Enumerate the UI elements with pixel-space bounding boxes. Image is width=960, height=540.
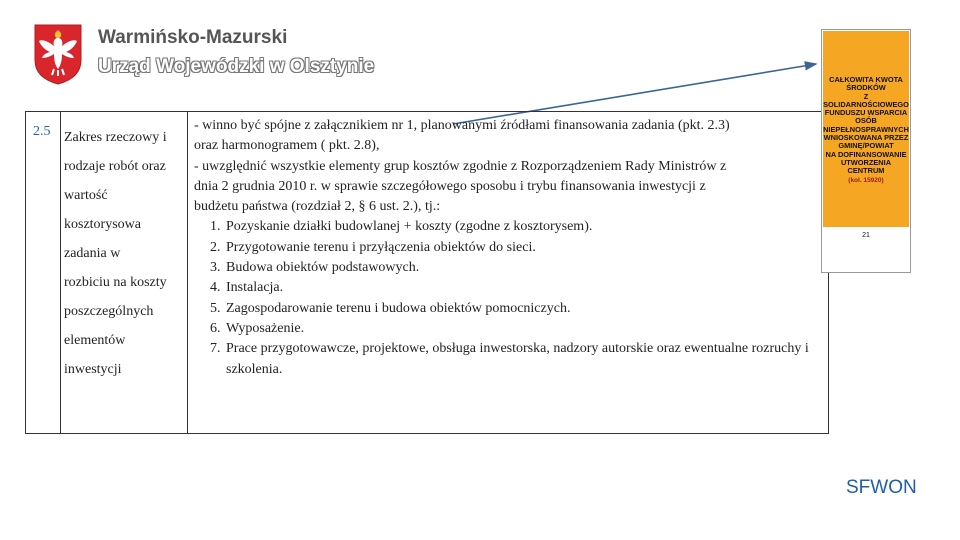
column-divider bbox=[187, 112, 188, 433]
highlighted-field bbox=[823, 31, 909, 227]
field-title bbox=[823, 76, 909, 185]
label-line: rozbiciu na koszty bbox=[64, 275, 167, 290]
description-line: - winno być spójne z załącznikiem nr 1, planowanymi źródłami finansowania zadania (pkt. 2.3) bbox=[194, 118, 730, 133]
label-line: Zakres rzeczowy i bbox=[64, 130, 167, 145]
field-title-line: OSÓB bbox=[855, 116, 877, 126]
label-line: poszczególnych bbox=[64, 304, 154, 319]
field-title-line: SOLIDARNOŚCIOWEGO bbox=[823, 99, 909, 109]
field-title-line: WNIOSKOWANA PRZEZ bbox=[823, 133, 909, 143]
field-title-line: UTWORZENIA bbox=[840, 157, 892, 167]
description-line: - uwzględnić wszystkie elementy grup kosztów zgodnie z Rozporządzeniem Rady Ministrów z bbox=[194, 158, 727, 174]
label-line: rodzaje robót oraz bbox=[64, 159, 166, 174]
description-line: budżetu państwa (rozdział 2, § 6 ust. 2.), tj.: bbox=[194, 199, 441, 215]
field-title-line: GMINĘ/POWIAT bbox=[838, 141, 894, 151]
list-item: 5. Zagospodarowanie terenu i budowa obiektów pomocniczych. bbox=[224, 299, 824, 319]
field-title-line: Z bbox=[863, 91, 869, 101]
row-label bbox=[64, 123, 186, 384]
label-line: zadania w bbox=[64, 246, 121, 261]
field-title-line: CAŁKOWITA KWOTA bbox=[829, 75, 903, 84]
list-item: 6. Wyposażenie. bbox=[224, 319, 824, 339]
field-title-line: CENTRUM bbox=[847, 166, 885, 176]
form-field-excerpt bbox=[821, 29, 911, 273]
column-divider bbox=[60, 112, 61, 433]
label-line: kosztorysowa bbox=[64, 217, 141, 232]
cost-items-list bbox=[194, 217, 824, 379]
info-table bbox=[25, 111, 829, 434]
label-line: wartość bbox=[64, 188, 108, 203]
brand-label: SFWON bbox=[846, 477, 917, 498]
list-item: 7. Prace przygotowawcze, projektowe, obsługa inwestorska, nadzory autorskie oraz ewentualne rozruchy i szkolenia. bbox=[224, 339, 824, 380]
description-line: oraz harmonogramem ( pkt. 2.8), bbox=[194, 138, 380, 154]
row-number: 2.5 bbox=[33, 124, 51, 139]
description-line: dnia 2 grudnia 2010 r. w sprawie szczegółowego sposobu i trybu finansowania inwestycji z bbox=[194, 178, 706, 194]
field-column-ref: (kol. 15920) bbox=[848, 176, 884, 184]
list-item: 2. Przygotowanie terenu i przyłączenia obiektów do sieci. bbox=[224, 238, 824, 258]
label-line: inwestycji bbox=[64, 362, 122, 377]
label-line: elementów bbox=[64, 333, 126, 348]
field-title-line: FUNDUSZU WSPARCIA bbox=[824, 108, 908, 118]
field-title-line: NIEPEŁNOSPRAWNYCH bbox=[823, 124, 909, 134]
org-name-line1: Warmińsko-Mazurski bbox=[98, 27, 288, 48]
list-item: 1. Pozyskanie działki budowlanej + koszty (zgodne z kosztorysem). bbox=[224, 217, 824, 237]
org-name-line2: Urząd Wojewódzki w Olsztynie bbox=[98, 56, 375, 77]
row-description bbox=[194, 116, 824, 380]
list-item: 4. Instalacja. bbox=[224, 278, 824, 298]
list-item: 3. Budowa obiektów podstawowych. bbox=[224, 258, 824, 278]
field-number: 21 bbox=[862, 232, 870, 239]
field-title-line: ŚRODKÓW bbox=[846, 83, 886, 93]
field-title-line: NA DOFINANSOWANIE bbox=[825, 149, 907, 159]
